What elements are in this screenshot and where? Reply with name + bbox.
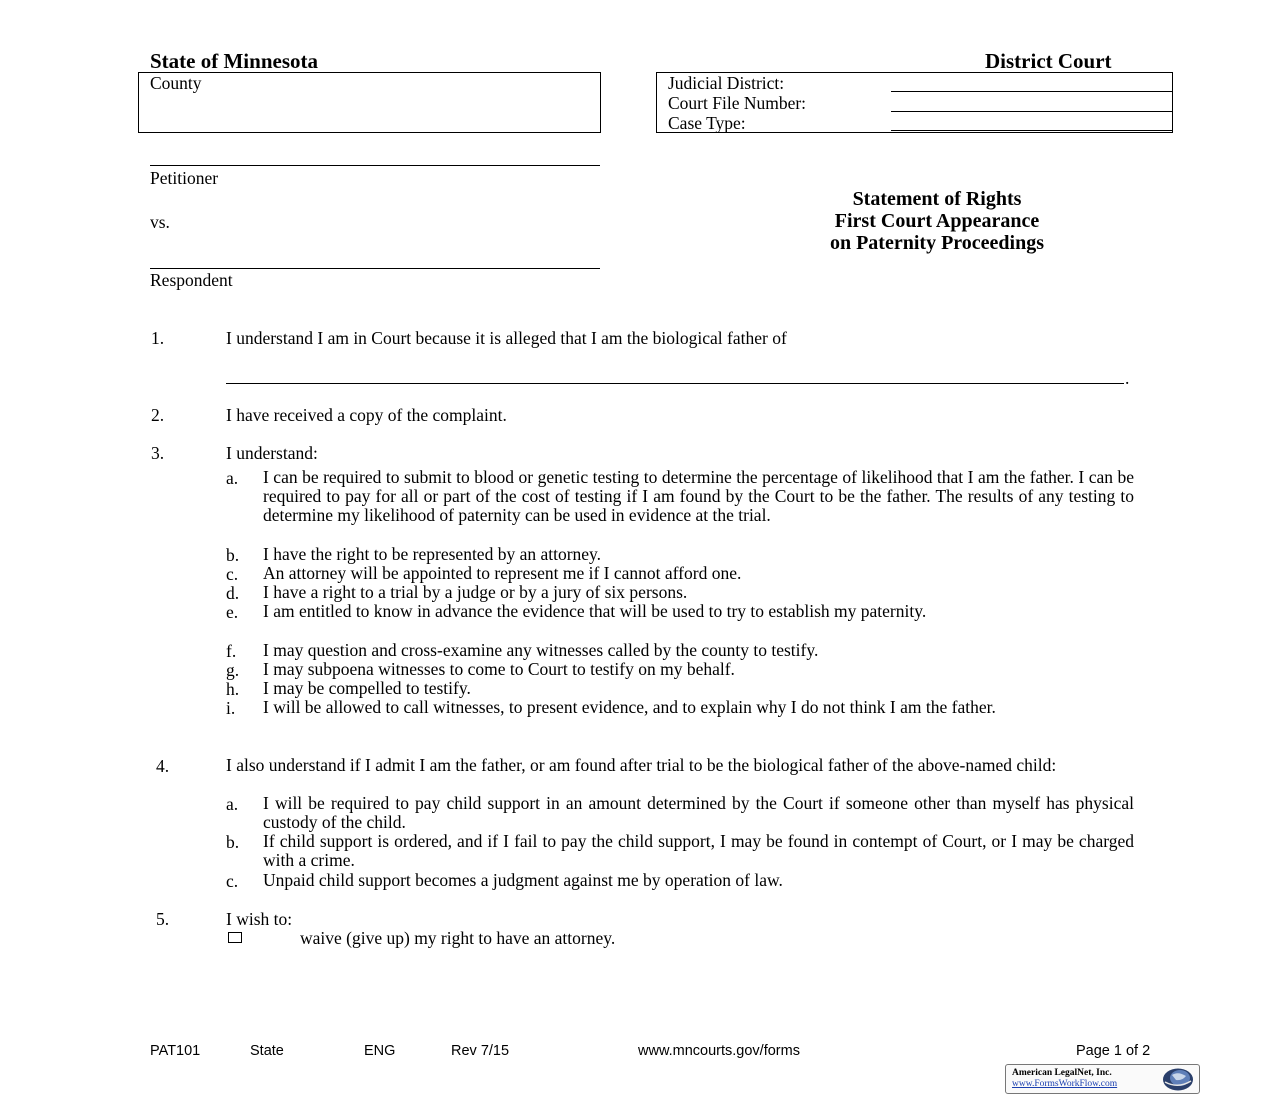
- state-heading: State of Minnesota: [150, 49, 318, 73]
- vs-label: vs.: [150, 212, 170, 232]
- list-item: [226, 698, 1134, 717]
- list-item-letter: b.: [226, 832, 240, 852]
- petitioner-label: Petitioner: [150, 168, 219, 188]
- list-item: [226, 468, 1134, 526]
- list-item: [226, 602, 1134, 621]
- item-number: 5.: [156, 909, 170, 929]
- child-name-line[interactable]: [226, 383, 1124, 384]
- footer-jurisdiction: State: [250, 1043, 284, 1059]
- list-item: [226, 679, 1134, 698]
- list-item-text: I can be required to submit to blood or genetic testing to determine the percentage of likelihood that I am the father. I can be required to pay for all or part of the cost of testing if I am found by the Court to be the father. The results of any testing to determine my likelihood of paternity can be used in evidence at the trial.: [263, 467, 1134, 526]
- list-item-text: I may subpoena witnesses to come to Court to testify on my behalf.: [263, 659, 735, 679]
- case-type-label: Case Type:: [668, 113, 746, 133]
- list-item-text: If child support is ordered, and if I fail to pay the child support, I may be found in contempt of Court, or I may be charged with a crime.: [263, 831, 1134, 871]
- list-item-text: I may be compelled to testify.: [263, 678, 471, 698]
- list-item-letter: i.: [226, 698, 236, 718]
- form-title-line1: Statement of Rights: [852, 188, 1022, 210]
- list-item: [226, 660, 1134, 679]
- list-item: [226, 832, 1134, 870]
- waive-attorney-label: waive (give up) my right to have an attorney.: [300, 928, 616, 948]
- list-item-letter: g.: [226, 660, 240, 680]
- footer-page-number: Page 1 of 2: [1076, 1043, 1151, 1059]
- american-legalnet-logo[interactable]: [1005, 1064, 1200, 1094]
- item-2-text: I have received a copy of the complaint.: [226, 405, 507, 425]
- item-number: 3.: [151, 443, 165, 463]
- form-title-line3: on Paternity Proceedings: [829, 232, 1045, 254]
- logo-company-name: American LegalNet, Inc.: [1012, 1068, 1112, 1078]
- item-number: 1.: [151, 328, 165, 348]
- footer-revision: Rev 7/15: [451, 1043, 510, 1059]
- list-item-letter: d.: [226, 583, 240, 603]
- logo-website-link[interactable]: www.FormsWorkFlow.com: [1012, 1079, 1118, 1089]
- footer-language: ENG: [364, 1043, 396, 1059]
- list-item-letter: b.: [226, 545, 240, 565]
- list-item-text: Unpaid child support becomes a judgment against me by operation of law.: [263, 870, 783, 890]
- list-item-letter: a.: [226, 468, 239, 488]
- petitioner-line[interactable]: [150, 165, 600, 166]
- court-file-number-label: Court File Number:: [668, 93, 807, 113]
- list-item: [226, 545, 1134, 564]
- case-type-field[interactable]: [891, 130, 1172, 131]
- item-number: 2.: [151, 405, 165, 425]
- item-number: 4.: [156, 756, 170, 776]
- county-label: County: [150, 73, 202, 93]
- judicial-district-label: Judicial District:: [668, 73, 785, 93]
- court-file-number-field[interactable]: [891, 111, 1172, 112]
- list-item: [226, 641, 1134, 660]
- list-item-text: I will be required to pay child support in an amount determined by the Court if someone other than myself has physical custody of the child.: [263, 793, 1134, 833]
- list-item-letter: f.: [226, 641, 237, 661]
- list-item: [226, 871, 1134, 890]
- list-item-text: I may question and cross-examine any witnesses called by the county to testify.: [263, 640, 819, 660]
- judicial-district-field[interactable]: [891, 91, 1172, 92]
- list-item-letter: e.: [226, 602, 239, 622]
- county-box: [138, 72, 601, 133]
- item-1-text: I understand I am in Court because it is alleged that I am the biological father of: [226, 328, 787, 348]
- respondent-line[interactable]: [150, 268, 600, 269]
- item-5-text: I wish to:: [226, 909, 293, 929]
- list-item-text: I am entitled to know in advance the evidence that will be used to try to establish my paternity.: [263, 601, 927, 621]
- form-title-line2: First Court Appearance: [834, 210, 1040, 232]
- list-item-letter: c.: [226, 871, 239, 891]
- list-item-text: I will be allowed to call witnesses, to present evidence, and to explain why I do not think I am the father.: [263, 697, 996, 717]
- list-item-letter: a.: [226, 794, 239, 814]
- list-item: [226, 583, 1134, 602]
- footer-form-id: PAT101: [150, 1043, 201, 1059]
- list-item-text: I have a right to a trial by a judge or by a jury of six persons.: [263, 582, 688, 602]
- court-heading: District Court: [985, 49, 1112, 73]
- waive-attorney-checkbox[interactable]: [228, 932, 242, 943]
- list-item: [226, 564, 1134, 583]
- list-item: [226, 794, 1134, 832]
- child-name-period: .: [1125, 368, 1130, 388]
- respondent-label: Respondent: [150, 270, 233, 290]
- globe-icon: [1160, 1067, 1196, 1092]
- list-item-text: An attorney will be appointed to represent me if I cannot afford one.: [263, 563, 742, 583]
- list-item-letter: h.: [226, 679, 240, 699]
- list-item-letter: c.: [226, 564, 239, 584]
- list-item-text: I have the right to be represented by an attorney.: [263, 544, 602, 564]
- footer-url[interactable]: www.mncourts.gov/forms: [638, 1043, 800, 1059]
- item-4-text: I also understand if I admit I am the father, or am found after trial to be the biological father of the above-named child:: [226, 755, 1057, 775]
- item-3-text: I understand:: [226, 443, 318, 463]
- case-info-box: [656, 72, 1173, 133]
